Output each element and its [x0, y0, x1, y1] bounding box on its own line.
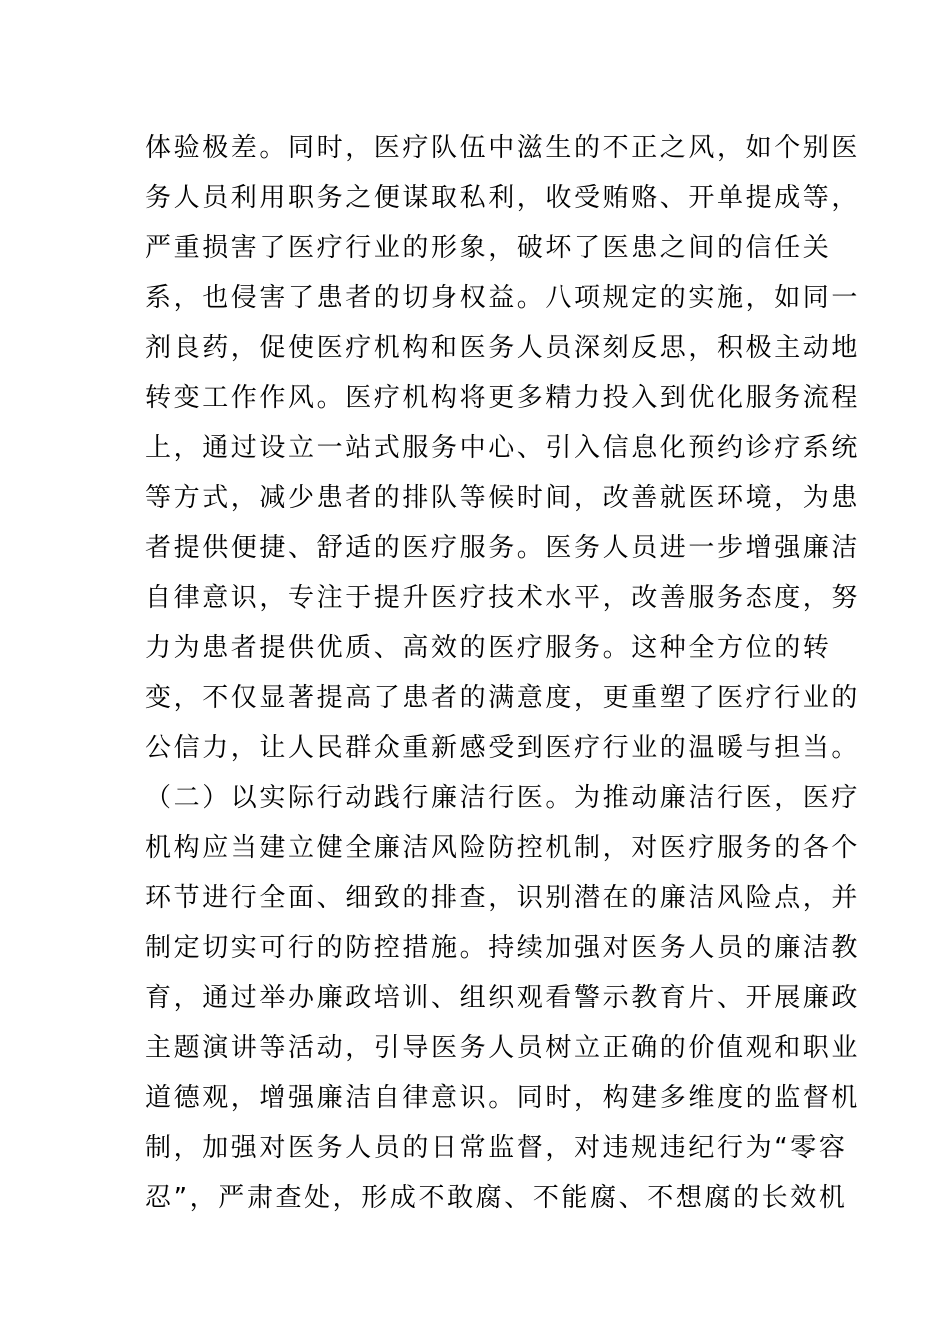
text-line: 公信力，让人民群众重新感受到医疗行业的温暖与担当。: [145, 733, 861, 763]
text-line: 制，加强对医务人员的日常监督，对违规违纪行为“零容: [145, 1133, 848, 1163]
text-line: 剂良药，促使医疗机构和医务人员深刻反思，积极主动地: [145, 333, 861, 363]
text-line: 系，也侵害了患者的切身权益。八项规定的实施，如同一: [145, 283, 861, 313]
text-line: 变，不仅显著提高了患者的满意度，更重塑了医疗行业的: [145, 683, 861, 713]
text-line: 等方式，减少患者的排队等候时间，改善就医环境，为患: [145, 483, 861, 513]
text-line: 机构应当建立健全廉洁风险防控机制，对医疗服务的各个: [145, 833, 861, 863]
text-line: 者提供便捷、舒适的医疗服务。医务人员进一步增强廉洁: [145, 533, 861, 563]
text-line: 主题演讲等活动，引导医务人员树立正确的价值观和职业: [145, 1033, 861, 1063]
text-line: 环节进行全面、细致的排查，识别潜在的廉洁风险点，并: [145, 883, 861, 913]
section-heading-line: （二）以实际行动践行廉洁行医。为推动廉洁行医，医疗: [145, 783, 861, 813]
text-line: 转变工作作风。医疗机构将更多精力投入到优化服务流程: [145, 383, 861, 413]
text-line: 上，通过设立一站式服务中心、引入信息化预约诊疗系统: [145, 433, 861, 463]
text-line: 自律意识，专注于提升医疗技术水平，改善服务态度，努: [145, 583, 861, 613]
text-line: 育，通过举办廉政培训、组织观看警示教育片、开展廉政: [145, 983, 861, 1013]
text-line: 务人员利用职务之便谋取私利，收受贿赂、开单提成等，: [145, 183, 861, 213]
text-line: 道德观，增强廉洁自律意识。同时，构建多维度的监督机: [145, 1083, 861, 1113]
text-line: 制定切实可行的防控措施。持续加强对医务人员的廉洁教: [145, 933, 861, 963]
text-line: 严重损害了医疗行业的形象，破坏了医患之间的信任关: [145, 233, 832, 263]
text-line: 忍”，严肃查处，形成不敢腐、不能腐、不想腐的长效机: [145, 1183, 848, 1213]
text-line: 力为患者提供优质、高效的医疗服务。这种全方位的转: [145, 633, 832, 663]
text-line: 体验极差。同时，医疗队伍中滋生的不正之风，如个别医: [145, 133, 861, 163]
body-text: [145, 128, 861, 1228]
